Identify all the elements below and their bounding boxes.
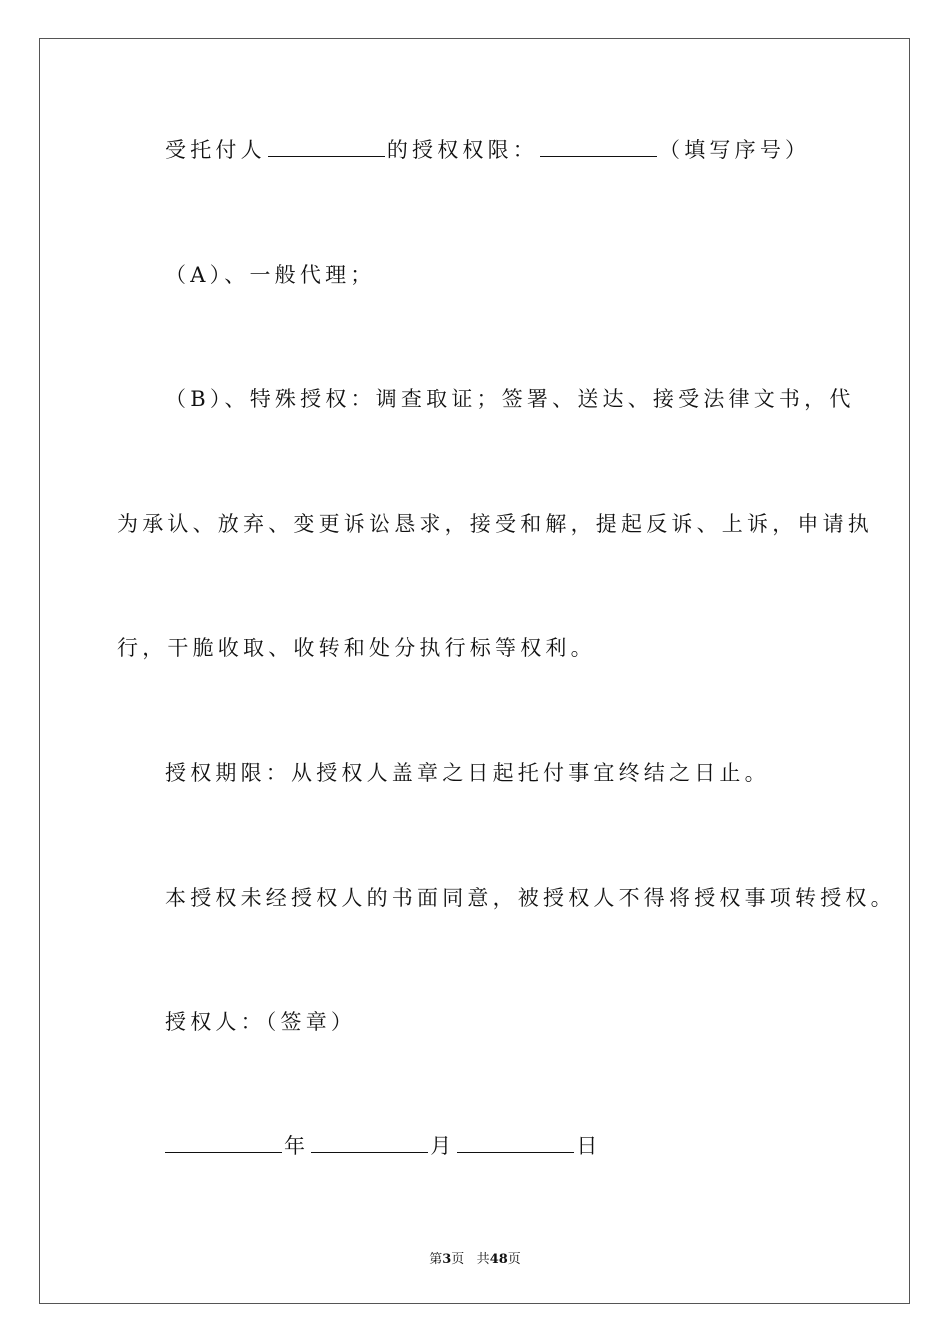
year-label: 年	[284, 1134, 310, 1158]
grant-prefix: 受托付人	[165, 138, 266, 162]
grant-suffix: （填写序号）	[659, 138, 811, 162]
footer-total-pages: 48	[489, 1252, 508, 1267]
grant-line	[165, 138, 810, 162]
option-b-line-1: （B）、特殊授权：调查取证；签署、送达、接受法律文书，代	[165, 387, 855, 411]
grant-mid: 的授权权限：	[386, 138, 539, 162]
date-line	[165, 1134, 602, 1158]
scope-number-blank[interactable]	[540, 138, 657, 157]
page-border	[39, 38, 910, 1304]
footer-total-label: 页	[507, 1252, 521, 1267]
grantor-signature-line: 授权人：（签章）	[165, 1010, 357, 1034]
option-a: （A）、一般代理；	[165, 263, 376, 287]
authorization-term: 授权期限：从授权人盖章之日起托付事宜终结之日止。	[165, 761, 770, 785]
footer-page-number: 3	[442, 1252, 452, 1267]
option-b-line-2: 为承认、放弃、变更诉讼恳求，接受和解，提起反诉、上诉，申请执	[117, 512, 873, 536]
footer-total-prefix: 共	[476, 1252, 490, 1267]
footer-page-prefix: 第	[429, 1252, 443, 1267]
day-label: 日	[576, 1134, 602, 1158]
month-label: 月	[430, 1134, 456, 1158]
year-blank[interactable]	[165, 1134, 282, 1153]
option-b-line-3: 行，干脆收取、收转和处分执行标等权利。	[117, 636, 596, 660]
sub-authorization-restriction: 本授权未经授权人的书面同意，被授权人不得将授权事项转授权。	[165, 886, 896, 910]
month-blank[interactable]	[311, 1134, 428, 1153]
page-footer	[0, 1248, 950, 1267]
trustee-name-blank[interactable]	[268, 138, 385, 157]
day-blank[interactable]	[457, 1134, 574, 1153]
footer-page-label: 页	[451, 1252, 465, 1267]
